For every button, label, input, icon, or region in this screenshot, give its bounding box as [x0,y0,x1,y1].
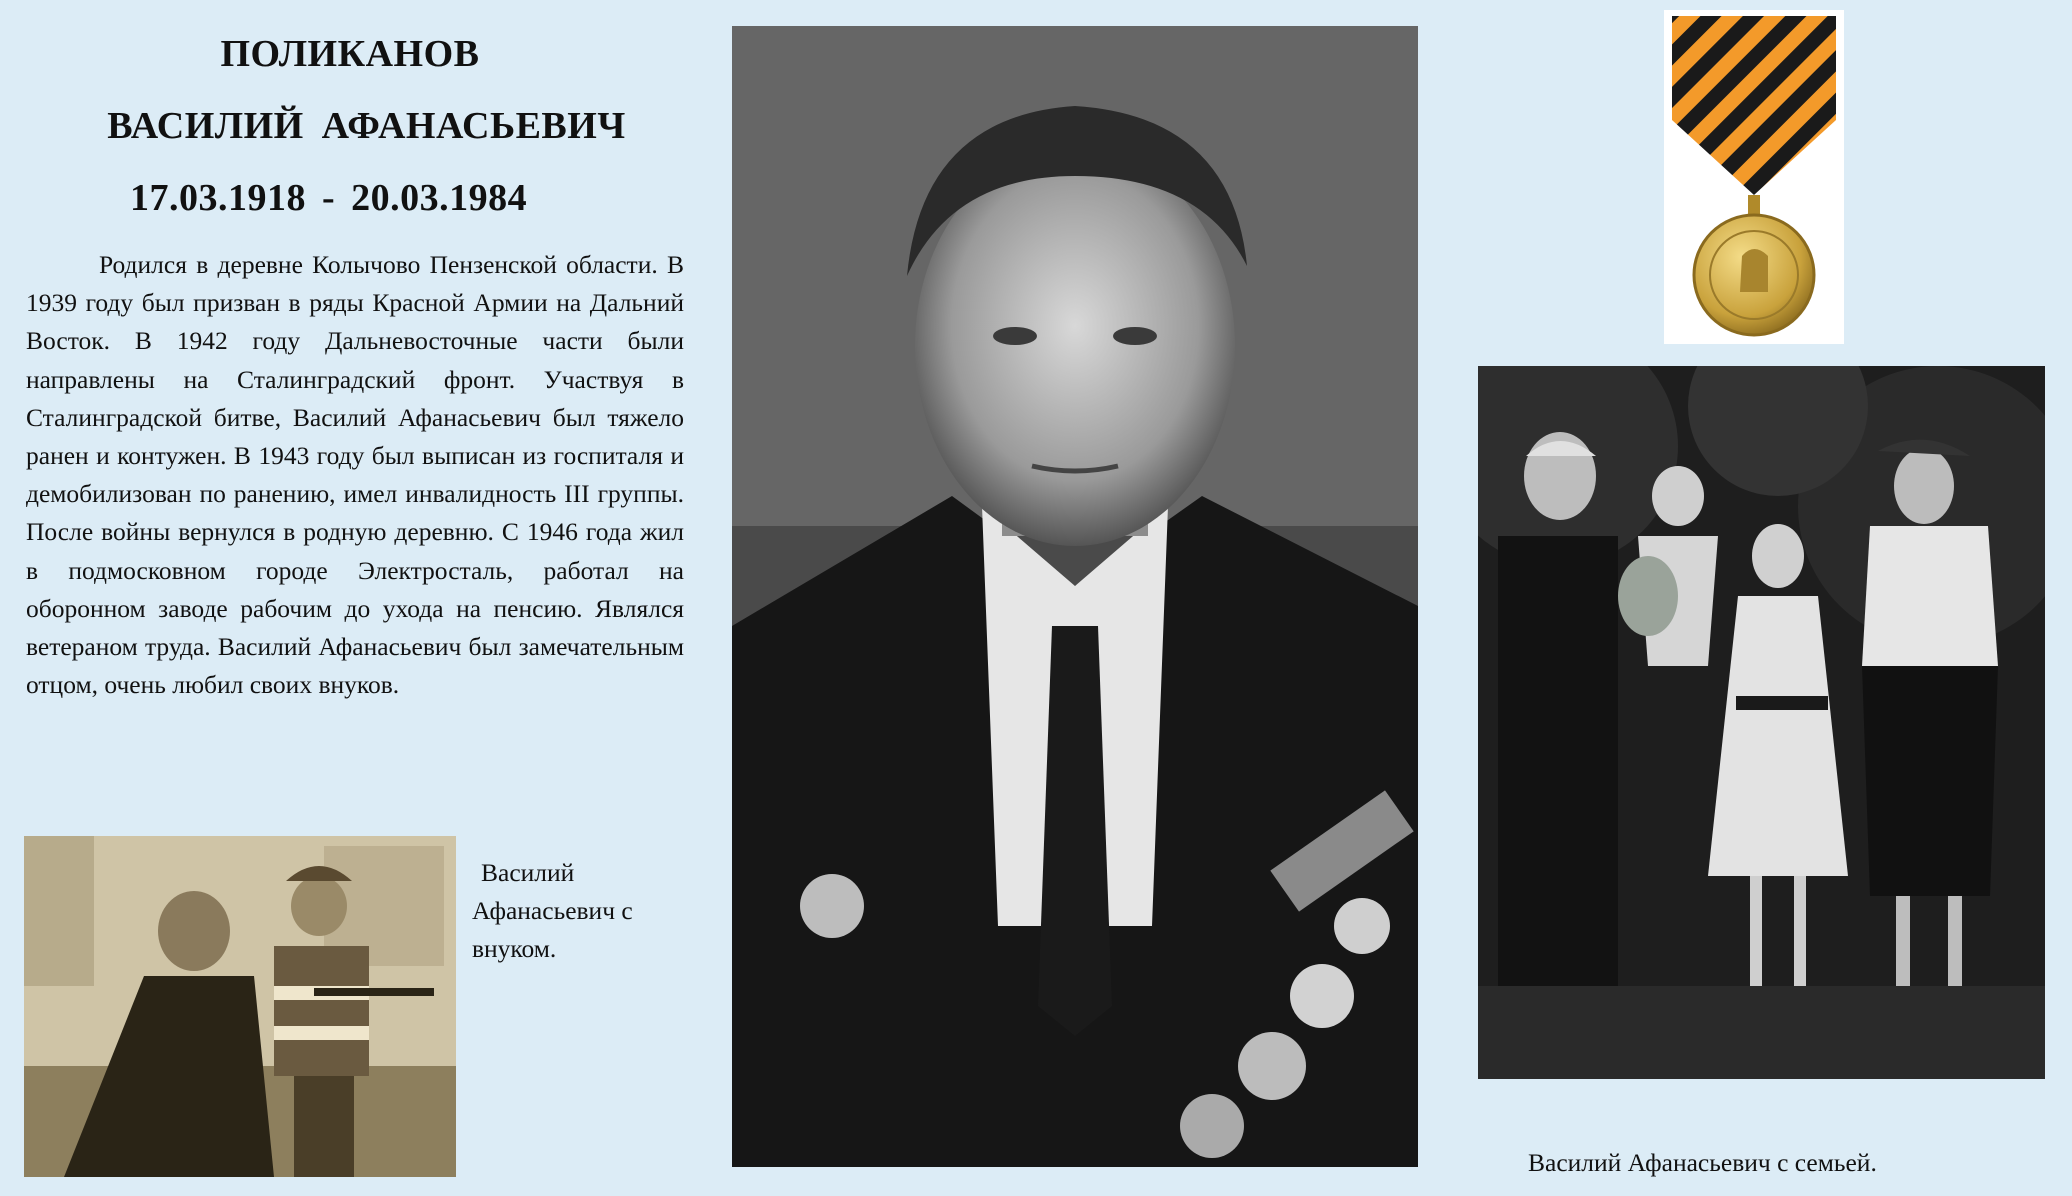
surname-heading: ПОЛИКАНОВ [220,33,480,75]
medal-for-victory-icon [1664,10,1844,344]
grandson-photo [24,836,456,1177]
portrait-illustration [732,26,1418,1167]
given-names-heading: ВАСИЛИЙ АФАНАСЬЕВИЧ [107,105,626,147]
biography-text: Родился в деревне Колычово Пензенской области. В 1939 году был призван в ряды Красной Армии на Дальний Восток. В 1942 году Дальневосточные части были направлены на Сталинградский фронт. Участвуя в Сталинградской битве, Василий Афанасьевич был тяжело ранен и контужен. В 1943 году был выписан из госпиталя и демобилизован по ранению, имел инвалидность III группы. После войны вернулся в родную деревню. С 1946 года жил в подмосковном городе Электросталь, работал на оборонном заводе рабочим до ухода на пенсию. Являлся ветераном труда. Василий Афанасьевич был замечательным отцом, очень любил своих внуков. [26,250,684,700]
family-illustration [1478,366,2045,1079]
grandson-illustration [24,836,456,1177]
family-photo [1478,366,2045,1079]
portrait-photo [732,26,1418,1167]
family-caption: Василий Афанасьевич с семьей. [1528,1148,1877,1177]
medal-image [1664,10,1844,344]
grandson-caption [472,854,692,968]
life-dates: 17.03.1918 - 20.03.1984 [130,177,528,219]
grandson-caption-line1: Василий [481,858,575,887]
grandson-caption-line2: Афанасьевич с внуком. [472,896,633,963]
